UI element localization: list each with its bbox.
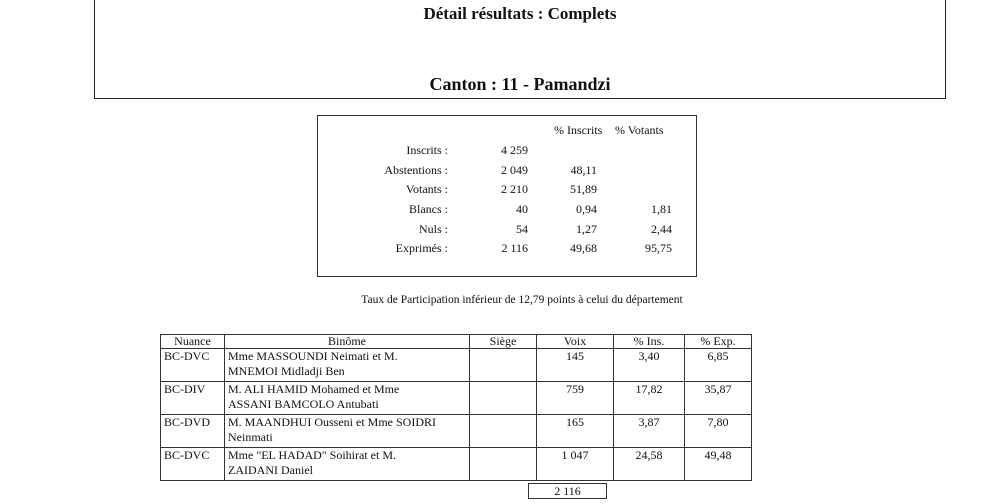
summary-pct-inscrits: 49,68 xyxy=(570,241,597,255)
cell-siege xyxy=(470,415,537,448)
col-header-pct-votants: % Votants xyxy=(615,123,664,137)
col-header-pct-ins: % Ins. xyxy=(614,335,685,349)
summary-pct-inscrits: 48,11 xyxy=(570,163,597,177)
summary-label: Nuls : xyxy=(418,222,448,236)
summary-pct-votants: 95,75 xyxy=(645,241,672,255)
cell-siege xyxy=(470,382,537,415)
cell-siege xyxy=(470,349,537,382)
summary-count: 2 210 xyxy=(501,182,528,196)
cell-voix: 759 xyxy=(537,382,614,415)
cell-pct-exp: 7,80 xyxy=(685,415,752,448)
binome-line: M. ALI HAMID Mohamed et Mme xyxy=(228,382,400,396)
summary-pct-votants: 1,81 xyxy=(651,202,672,216)
cell-binome xyxy=(225,448,470,481)
summary-row-votants xyxy=(318,182,696,200)
cell-pct-exp: 49,48 xyxy=(685,448,752,481)
canton-title: Canton : 11 - Pamandzi xyxy=(429,74,611,94)
cell-pct-ins: 17,82 xyxy=(614,382,685,415)
summary-pct-inscrits: 51,89 xyxy=(570,182,597,196)
table-row xyxy=(161,448,752,481)
binome-line: Mme "EL HADAD" Soihirat et M. xyxy=(228,448,396,462)
col-header-siege: Siège xyxy=(470,335,537,349)
table-row xyxy=(161,349,752,382)
cell-nuance: BC-DVD xyxy=(161,415,225,448)
binome-line: MNEMOI Midladji Ben xyxy=(228,364,345,378)
cell-binome xyxy=(225,349,470,382)
summary-row-abstentions xyxy=(318,163,696,181)
cell-nuance: BC-DVC xyxy=(161,349,225,382)
cell-pct-exp: 6,85 xyxy=(685,349,752,382)
summary-label: Exprimés : xyxy=(395,241,448,255)
summary-label: Abstentions : xyxy=(384,163,448,177)
binome-line: ZAIDANI Daniel xyxy=(228,463,313,477)
table-row xyxy=(161,415,752,448)
summary-pct-votants: 2,44 xyxy=(651,222,672,236)
participation-note: Taux de Participation inférieur de 12,79 points à celui du département xyxy=(361,294,683,306)
cell-pct-ins: 3,87 xyxy=(614,415,685,448)
col-header-pct-inscrits: % Inscrits xyxy=(554,123,603,137)
summary-row-inscrits xyxy=(318,143,696,161)
cell-pct-exp: 35,87 xyxy=(685,382,752,415)
summary-count: 2 116 xyxy=(501,241,528,255)
summary-label: Blancs : xyxy=(409,202,448,216)
cell-siege xyxy=(470,448,537,481)
cell-nuance: BC-DVC xyxy=(161,448,225,481)
cell-voix: 165 xyxy=(537,415,614,448)
binome-line: M. MAANDHUI Ousseni et Mme SOIDRI xyxy=(228,415,436,429)
page-title: Détail résultats : Complets xyxy=(423,4,617,23)
summary-row-exprimes xyxy=(318,241,696,259)
results-header xyxy=(94,0,946,99)
summary-count: 4 259 xyxy=(501,143,528,157)
cell-pct-ins: 3,40 xyxy=(614,349,685,382)
summary-label: Inscrits : xyxy=(406,143,448,157)
col-header-nuance: Nuance xyxy=(161,335,225,349)
summary-count: 54 xyxy=(516,222,528,236)
table-row xyxy=(161,382,752,415)
col-header-binome: Binôme xyxy=(225,335,470,349)
cell-voix: 145 xyxy=(537,349,614,382)
col-header-pct-exp: % Exp. xyxy=(685,335,752,349)
binome-line: Neinmati xyxy=(228,430,273,444)
table-header-row xyxy=(161,335,752,349)
col-header-voix: Voix xyxy=(537,335,614,349)
summary-row-blancs xyxy=(318,202,696,220)
candidates-table xyxy=(160,334,752,481)
summary-label: Votants : xyxy=(405,182,448,196)
summary-count: 40 xyxy=(516,202,528,216)
summary-count: 2 049 xyxy=(501,163,528,177)
summary-row-nuls xyxy=(318,222,696,240)
summary-pct-inscrits: 0,94 xyxy=(576,202,597,216)
binome-line: Mme MASSOUNDI Neimati et M. xyxy=(228,349,398,363)
cell-nuance: BC-DIV xyxy=(161,382,225,415)
cell-voix: 1 047 xyxy=(537,448,614,481)
cell-pct-ins: 24,58 xyxy=(614,448,685,481)
binome-line: ASSANI BAMCOLO Antubati xyxy=(228,397,379,411)
cell-binome xyxy=(225,382,470,415)
summary-panel xyxy=(317,115,697,277)
summary-pct-inscrits: 1,27 xyxy=(576,222,597,236)
total-voix: 2 116 xyxy=(528,483,607,499)
cell-binome xyxy=(225,415,470,448)
